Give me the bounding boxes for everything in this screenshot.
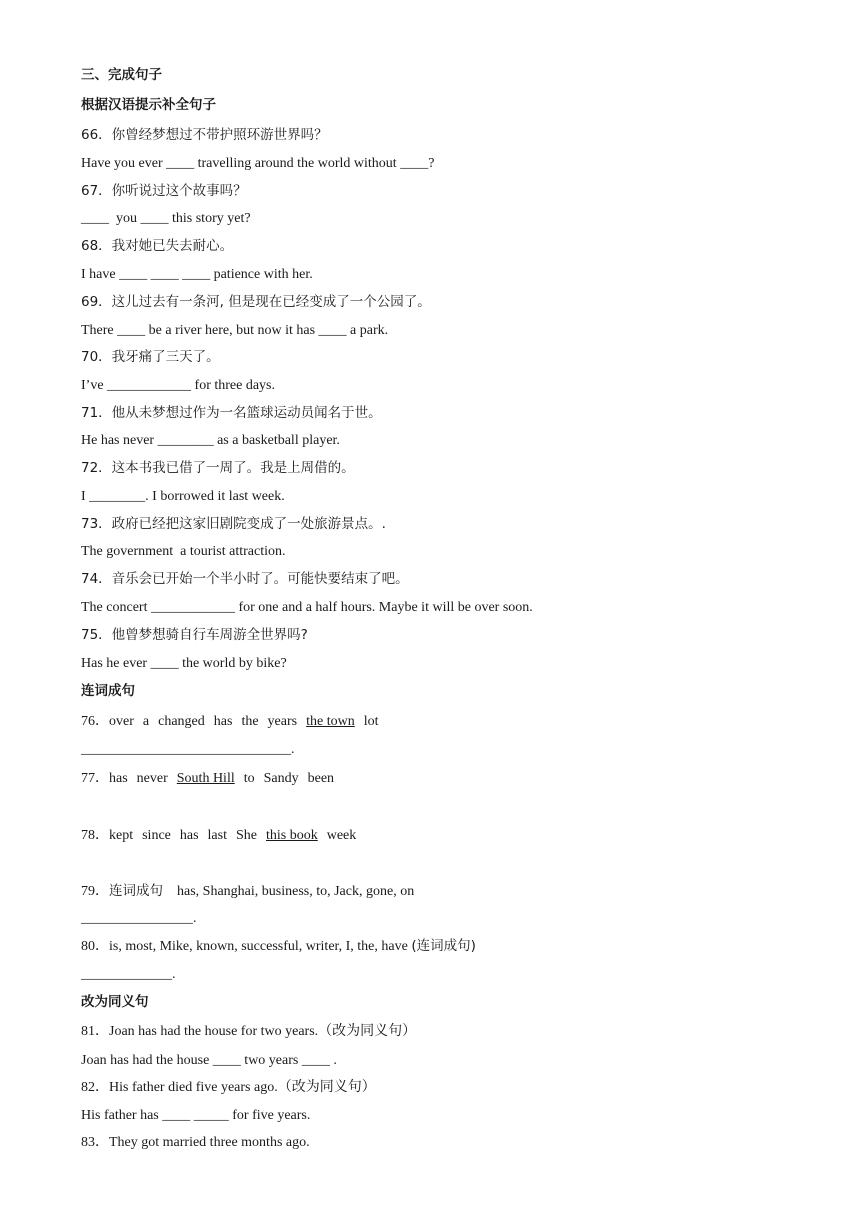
underlined-word: South Hill (176, 771, 235, 786)
question-80-words (81, 937, 476, 956)
question-71-english: He has never ________ as a basketball player. (81, 433, 340, 448)
word: kept (109, 828, 134, 843)
underlined-word: the town (306, 714, 355, 729)
question-number: 79． (81, 884, 109, 899)
part3-heading: 改为同义句 (81, 994, 149, 1010)
question-70-chinese: 70．我牙痛了三天了。 (81, 349, 220, 365)
question-76-words (81, 713, 387, 731)
question-79-label: 连词成句 (109, 883, 163, 899)
question-79-words (81, 882, 414, 901)
question-74-chinese: 74．音乐会已开始一个半小时了。可能快要结束了吧。 (81, 571, 409, 587)
word: week (326, 828, 357, 843)
question-77-words (81, 770, 343, 788)
question-67-english: ____ you ____ this story yet? (81, 211, 251, 226)
question-79-answer-line: ________________. (81, 911, 197, 926)
question-66-english: Have you ever ____ travelling around the world without ____? (81, 156, 435, 171)
section-title: 三、完成句子 (81, 67, 162, 83)
question-69-chinese: 69．这儿过去有一条河, 但是现在已经变成了一个公园了。 (81, 294, 431, 310)
part2-heading: 连词成句 (81, 683, 135, 699)
question-80-answer-line: _____________. (81, 967, 176, 982)
question-number: 77． (81, 771, 109, 786)
question-83-prompt: 83．They got married three months ago. (81, 1135, 310, 1150)
question-68-english: I have ____ ____ ____ patience with her. (81, 267, 313, 282)
question-number: 80． (81, 939, 109, 954)
word: has (109, 771, 128, 786)
question-72-chinese: 72．这本书我已借了一周了。我是上周借的。 (81, 460, 355, 476)
word: changed (158, 714, 205, 729)
question-70-english: I’ve ____________ for three days. (81, 378, 276, 393)
word: years (267, 714, 298, 729)
question-69-english: There ____ be a river here, but now it has ____ a park. (81, 323, 389, 338)
question-67-chinese: 67．你听说过这个故事吗？ (81, 183, 247, 199)
question-82-answer: His father has ____ _____ for five years. (81, 1108, 311, 1123)
word: last (207, 828, 227, 843)
question-73-chinese: 73．政府已经把这家旧剧院变成了一处旅游景点。. (81, 516, 386, 532)
word: been (307, 771, 335, 786)
word: to (243, 771, 255, 786)
word: a (142, 714, 150, 729)
question-71-chinese: 71．他从未梦想过作为一名篮球运动员闻名于世。 (81, 405, 382, 421)
word: never (136, 771, 168, 786)
question-81-answer: Joan has had the house ____ two years ____ . (81, 1053, 337, 1068)
word: has (213, 714, 233, 729)
word: Sandy (263, 771, 299, 786)
question-number: 76． (81, 714, 109, 729)
question-79-word-list: has, Shanghai, business, to, Jack, gone, on (177, 884, 415, 899)
question-number: 78． (81, 828, 109, 843)
word: She (236, 828, 257, 843)
word: lot (363, 714, 379, 729)
question-75-english: Has he ever ____ the world by bike? (81, 656, 287, 671)
question-66-chinese: 66．你曾经梦想过不带护照环游世界吗？ (81, 127, 328, 143)
question-78-words (81, 827, 365, 845)
question-81-prompt: 81．Joan has had the house for two years.（改为同义句） (81, 1024, 417, 1039)
question-80-word-list: is, most, Mike, known, successful, writer, I, the, have (109, 939, 408, 954)
question-76-answer-line: ______________________________. (81, 742, 295, 757)
question-75-chinese: 75．他曾梦想骑自行车周游全世界吗? (81, 627, 308, 643)
question-74-english: The concert ____________ for one and a half hours. Maybe it will be over soon. (81, 600, 533, 615)
part1-heading: 根据汉语提示补全句子 (81, 97, 216, 113)
question-68-chinese: 68．我对她已失去耐心。 (81, 238, 234, 254)
word: the (241, 714, 259, 729)
question-72-english: I ________. I borrowed it last week. (81, 489, 285, 504)
word: has (179, 828, 199, 843)
underlined-word: this book (266, 828, 318, 843)
word: since (142, 828, 171, 843)
question-82-prompt: 82．His father died five years ago.（改为同义句） (81, 1080, 376, 1095)
question-73-english: The government a tourist attraction. (81, 544, 286, 559)
word: over (109, 714, 134, 729)
question-80-note: (连词成句) (411, 938, 476, 954)
